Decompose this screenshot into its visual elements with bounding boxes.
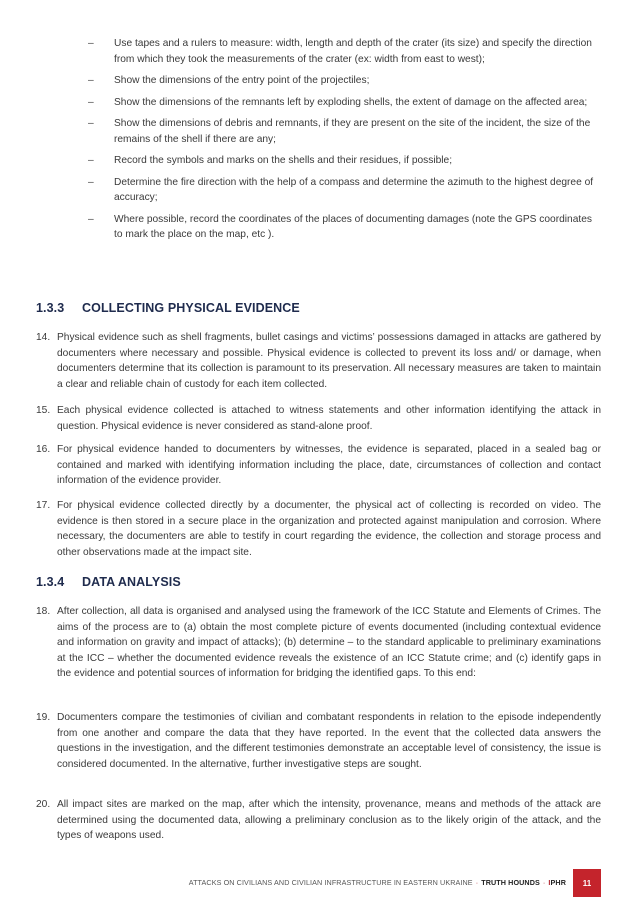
measurement-bullet-list xyxy=(88,36,600,249)
list-item: – Show the dimensions of debris and remnants, if they are present on the site of the incident, the size of the remains of the shell if there are any; xyxy=(88,118,591,145)
paragraph-18: 18. After collection, all data is organised and analysed using the framework of the ICC Statute and Elements of Crimes. The aims of the process are to (a) obtain the most complete picture of events documented (including contextual evidence and information on gravity and impact of attacks); (b) determine – to the standard applicable to preliminary examinations at the ICC – whether the documented evidence reveals the existence of an ICC Statute crime; and (c) identify gaps in the evidence and potential sources of information for bridging the identified gaps. To this end: xyxy=(36,606,601,680)
paragraph-17: 17. For physical evidence collected directly by a documenter, the physical act of collecting is recorded on video. The evidence is then stored in a secure place in the organization and protected against manipulation and corrosion. Where necessary, the documenters are able to testify in court regarding the evidence, the collection and storage process and other observations made at the impact site. xyxy=(36,500,601,558)
list-item: – Use tapes and a rulers to measure: width, length and depth of the crater (its size) and specify the direction from which they took the measurements of the crater (ex: width from east to west); xyxy=(88,38,592,65)
paragraph-20: 20. All impact sites are marked on the map, after which the intensity, provenance, means and methods of the attack are determined using the documented data, allowing a preliminary conclusion as to the likely origin of the attack, and the types of weapons used. xyxy=(36,799,601,842)
page-number-badge: 11 xyxy=(573,869,601,897)
footer-running-title: ATTACKS ON CIVILIANS AND CIVILIAN INFRASTRUCTURE IN EASTERN UKRAINE · TRUTH HOUNDS · IPHR xyxy=(188,878,566,887)
section-heading-collecting-physical-evidence: 1.3.3 COLLECTING PHYSICAL EVIDENCE xyxy=(36,301,300,315)
paragraph-19: 19. Documenters compare the testimonies of civilian and combatant respondents in relation to the episode independently from one another and compare the data that they have reported. In the event that the collected data answers the questions in the investigation, and the different testimonies demonstrate an acceptable level of consistency, the issue is considered documented. In the alternative, further investigative steps are sought. xyxy=(36,712,601,770)
list-item: – Show the dimensions of the remnants left by exploding shells, the extent of damage on the affected area; xyxy=(88,96,588,108)
list-item: – Record the symbols and marks on the shells and their residues, if possible; xyxy=(88,155,453,166)
paragraph-15: 15. Each physical evidence collected is attached to witness statements and other information identifying the attack in question. Physical evidence is never considered as stand-alone proof. xyxy=(36,405,601,432)
list-item: – Determine the fire direction with the help of a compass and determine the azimuth to the highest degree of accuracy; xyxy=(88,176,594,203)
paragraph-14: 14. Physical evidence such as shell fragments, bullet casings and victims’ possessions damaged in attacks are gathered by documenters where necessary and possible. Physical evidence is collected to prevent its loss and/ or damage, when documenters determine that its collection is paramount to its preservation. All necessary measures are taken to maintain a clear and reliable chain of custody for each item collected. xyxy=(36,332,601,390)
section-heading-data-analysis: 1.3.4 DATA ANALYSIS xyxy=(36,575,181,589)
list-item: – Where possible, record the coordinates of the places of documenting damages (note the GPS coordinates to mark the place on the map, etc ). xyxy=(88,213,592,240)
paragraph-16: 16. For physical evidence handed to documenters by witnesses, the evidence is separated, placed in a sealed bag or contained and marked with identifying information including the place, date, circumstances of collection and contact information of the evidence provider. xyxy=(36,444,601,487)
page-footer xyxy=(0,869,638,897)
list-item: – Show the dimensions of the entry point of the projectiles; xyxy=(88,75,370,86)
